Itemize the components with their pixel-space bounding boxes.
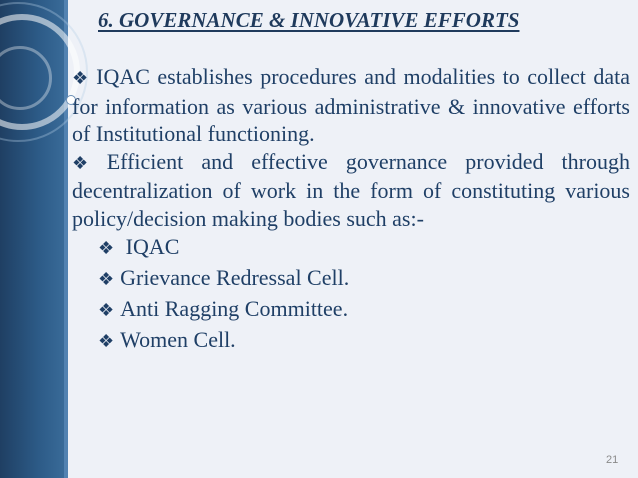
diamond-bullet-icon: ❖ [98,300,115,320]
list-item [98,263,630,294]
list-item-label: IQAC [125,234,180,259]
page-number: 21 [606,454,619,466]
diamond-bullet-icon: ❖ [98,238,115,258]
list-item-label: Women Cell. [120,327,236,352]
diamond-bullet-icon: ❖ [72,152,101,173]
list-item [98,294,630,325]
bodies-list [72,232,630,356]
slide-title: 6. GOVERNANCE & INNOVATIVE EFFORTS [98,8,520,32]
paragraph-text: IQAC establishes procedures and modalities to collect data for information as various administrative & innovative efforts of Institutional functioning. [72,64,630,146]
paragraph-text: Efficient and effective governance provided through decentralization of work in the form of constituting various policy/decision making bodies such as:- [72,148,630,231]
slide-content [72,63,630,356]
diamond-bullet-icon: ❖ [98,331,115,351]
list-item [98,325,630,356]
list-item-label: Anti Ragging Committee. [120,296,349,321]
paragraph-iqac-procedures [72,63,630,148]
diamond-bullet-icon: ❖ [98,269,115,289]
list-item-label: Grievance Redressal Cell. [120,265,350,290]
list-item [98,232,630,263]
diamond-bullet-icon: ❖ [72,68,91,88]
paragraph-governance [72,148,630,233]
